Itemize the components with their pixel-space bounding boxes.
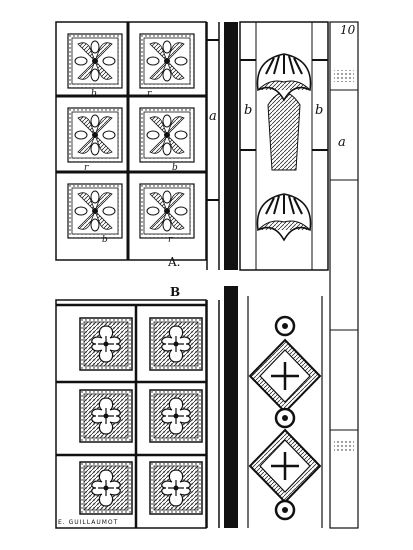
- tile-letter-2: r: [147, 89, 152, 99]
- tile-letter-3: r: [84, 163, 89, 173]
- engraver-signature: E. GUILLAUMOT: [58, 519, 119, 526]
- right-border-strip: [330, 22, 358, 528]
- tile-letter-5: b: [102, 235, 108, 245]
- tile-a-2: [140, 34, 194, 88]
- lead-bar-bottom: [224, 286, 238, 528]
- tile-a-4: [140, 108, 194, 162]
- panel-a-grid: [56, 22, 206, 260]
- panel-b-grid: [56, 300, 219, 528]
- panel-b-caption: B: [170, 285, 181, 299]
- lead-letter-a-left: a: [209, 109, 217, 124]
- tile-b-5: [80, 462, 132, 514]
- tile-a-3: [68, 108, 122, 162]
- tile-letter-6: r: [168, 235, 173, 245]
- palmette-2: [258, 194, 311, 240]
- lead-letter-a-right: a: [338, 135, 346, 150]
- lead-letter-b-left: b: [244, 103, 253, 118]
- lead-letter-b-right: b: [315, 103, 324, 118]
- palmette-strip: [240, 22, 328, 270]
- tile-b-1: [80, 318, 132, 370]
- tile-b-4: [150, 390, 202, 442]
- border-band-a: [207, 22, 219, 270]
- diamond-strip: [248, 296, 322, 528]
- tile-letter-4: b: [172, 163, 178, 173]
- tile-a-5: [68, 184, 122, 238]
- palmette-1: [258, 54, 311, 100]
- tile-a-6: [140, 184, 194, 238]
- lead-bar-top: [224, 22, 238, 270]
- tile-b-3: [80, 390, 132, 442]
- tile-b-6: [150, 462, 202, 514]
- tile-a-1: [68, 34, 122, 88]
- plate-number: 10: [340, 23, 356, 37]
- tile-b-2: [150, 318, 202, 370]
- panel-a-caption: A.: [168, 255, 181, 269]
- tile-letter-1: b: [91, 89, 97, 99]
